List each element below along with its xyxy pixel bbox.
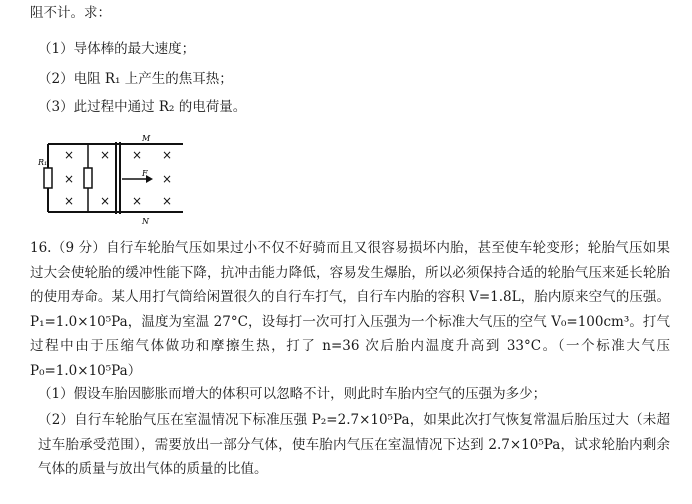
svg-text:×: × [100, 148, 111, 162]
svg-text:×: × [162, 172, 173, 186]
label-m: M [142, 134, 151, 143]
question-1: （1）导体棒的最大速度； [38, 41, 196, 57]
svg-text:×: × [162, 194, 173, 208]
label-f: F [142, 169, 148, 178]
svg-text:×: × [100, 194, 111, 208]
label-n: N [142, 217, 149, 226]
svg-text:×: × [132, 194, 143, 208]
problem-16-sub1: （1）假设车胎因膨胀而增大的体积可以忽略不计，则此时车胎内空气的压强为多少； [38, 386, 547, 402]
question-2: （2）电阻 R₁ 上产生的焦耳热； [38, 71, 233, 87]
resistor-r1 [44, 168, 52, 188]
problem-16-sub2: （2）自行车轮胎气压在室温情况下标准压强 P₂=2.7×10⁵Pa，如果此次打气恢复常温后胎压过大（未超过车胎承受范围），需要放出一部分气体，使车胎内气压在室温情况下达到 2.7×10⁵Pa，试求轮胎内剩余气体的质量与放出气体的质量的比值。 [38, 412, 670, 477]
svg-text:×: × [64, 172, 75, 186]
line-0: 阻不计。求： [30, 5, 111, 21]
problem-16-text: 16.（9 分）自行车轮胎气压如果过小不仅不好骑而且又很容易损坏内胎，甚至使车轮变形；轮胎气压如果过大会使轮胎的缓冲性能下降，抗冲击能力降低，容易发生爆胎，所以必须保持合适的轮胎气压来延长轮胎的使用寿命。某人用打气筒给闲置很久的自行车打气，自行车内胎的容积 V=1.8L，胎内原来空气的压强。P₁=1.0×10⁵Pa，温度为室温 27°C，设每打一次可打入压强为一个标准大气压的空气 V₀=100cm³。打气过程中由于压缩气体做功和摩擦生热，打了 n=36 次后胎内温度升高到 33°C。（一个标准大气压 P₀=1.0×10⁵Pa） [30, 240, 670, 379]
circuit-diagram [38, 134, 188, 226]
resistor-r2 [84, 168, 92, 188]
svg-text:×: × [64, 194, 75, 208]
label-r1: R₁ [38, 158, 48, 167]
svg-text:×: × [64, 148, 75, 162]
magnetic-field [64, 148, 172, 208]
svg-text:×: × [132, 148, 143, 162]
question-3: （3）此过程中通过 R₂ 的电荷量。 [38, 99, 247, 115]
svg-text:×: × [162, 148, 173, 162]
